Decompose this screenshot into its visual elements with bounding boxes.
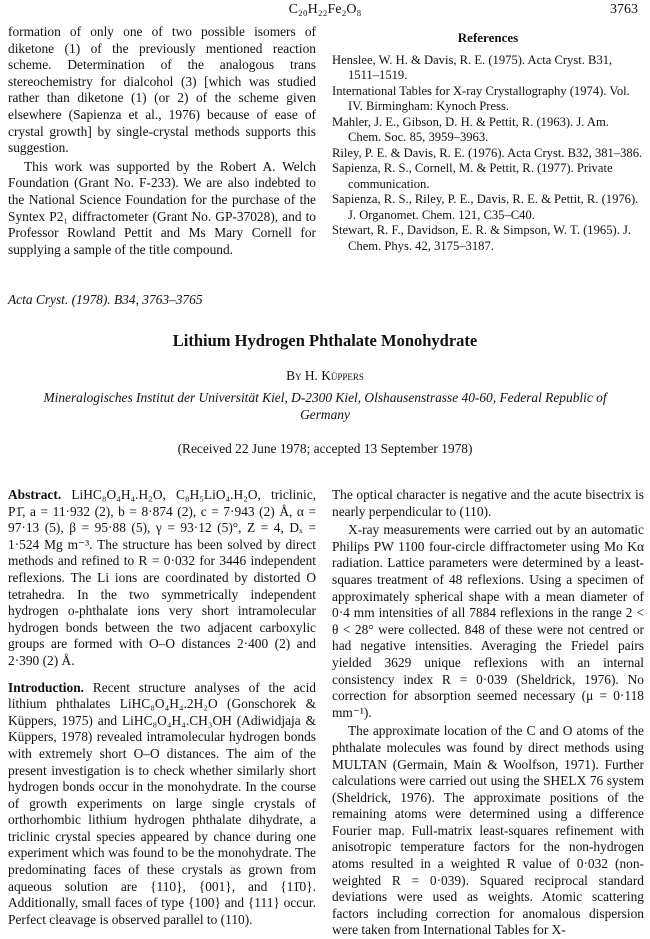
- references-section: [332, 30, 644, 254]
- acknowledgements-paragraph: This work was supported by the Robert A. Welch Foundation (Grant No. F-233). We are also indebted to the National Science Foundation for the purchase of the Syntex P2₁ diffractometer (Grant No. GP-37028), and to Professor Rowland Pettit and Ms Mary Cornell for supplying a sample of the title compound.: [8, 158, 316, 257]
- article-citation: Acta Cryst. (1978). B34, 3763–3765: [8, 292, 203, 307]
- xray-measurement-paragraph: X-ray measurements were carried out by an automatic Philips PW 1100 four-circle diffractometer using Mo Kα radiation. Lattice parameters were determined by a least-squares treatment of 48 reflexions. Using a specimen of approximately spherical shape with a mean diameter of 0·4 mm intensities of all 7884 reflexions in the range 2 < θ < 28° were collected. 848 of these were not centred or had negative intensities. Averaging the Friedel pairs yielded 3629 unique reflexions with an internal consistency index R = 0·039 (Sheldrick, 1976). No correction for absorption seemed necessary (μ = 0·118 mm⁻¹).: [332, 522, 644, 720]
- reference-item: International Tables for X-ray Crystallography (1974). Vol. IV. Birmingham: Kynoch Press.: [332, 83, 630, 114]
- reference-item: Mahler, J. E., Gibson, D. H. & Pettit, R. (1963). J. Am. Chem. Soc. 85, 3959–3963.: [332, 114, 609, 145]
- page-number: 3763: [610, 2, 638, 17]
- abstract-text: LiHC₈O₄H₄.H₂O, C₈H₅LiO₄.H₂O, triclinic, P1̄, a = 11·932 (2), b = 8·874 (2), c = 7·943 (2) Å, α = 97·13 (5), β = 95·88 (5), γ = 93·12 (5)°, Z = 4, Dₓ = 1·524 Mg m⁻³. The structure has been solved by direct methods and refined to R = 0·032 for 3446 independent reflexions. The Li ions are coordinated by distorted O tetrahedra. In the two symmetrically independent hydrogen o-phthalate ions very short intramolecular hydrogen bonds between the two adjacent carboxylic groups are formed with O–O distances 2·400 (2) and 2·390 (2) Å.: [8, 487, 316, 668]
- introduction-paragraph: [8, 680, 316, 929]
- reference-item: Henslee, W. H. & Davis, R. E. (1975). Acta Cryst. B31, 1511–1519.: [332, 52, 613, 83]
- running-header-formula: C₂₀H₂₂Fe₂O₈: [288, 2, 362, 17]
- introduction-text: Recent structure analyses of the acid lithium phthalates LiHC₈O₄H₄.2H₂O (Gonschorek & Küppers, 1975) and LiHC₈O₄H₄.CH₃OH (Adiwidjaja & Küppers, 1978) revealed intramolecular hydrogen bonds with extremely short O–O distances. The aim of the present investigation is to check whether similarly short hydrogen bonds occur in the monohydrate. In the course of growth experiments on large single crystals of orthorhombic lithium hydrogen phthalate dihydrate, a triclinic crystal species appeared by chance during one experiment which was found to be the monohydrate. The predominating faces of these crystals as grown from aqueous solution are {110}, {001}, and {11̄0}. Additionally, small faces of type {100} and {111} occur. Perfect cleavage is observed parallel to (110).: [8, 679, 316, 927]
- received-dates: (Received 22 June 1978; accepted 13 September 1978): [177, 441, 473, 456]
- article-affiliation: Mineralogisches Institut der Universität Kiel, D-2300 Kiel, Olshausenstrasse 40-60, Federal Republic of Germany: [43, 390, 607, 422]
- reference-item: Riley, P. E. & Davis, R. E. (1976). Acta Cryst. B32, 381–386.: [332, 145, 643, 160]
- introduction-label: Introduction.: [8, 679, 85, 695]
- optical-paragraph: The optical character is negative and the acute bisectrix is nearly perpendicular to (110).: [332, 487, 644, 519]
- abstract-label: Abstract.: [8, 487, 62, 502]
- reference-item: Sapienza, R. S., Riley, P. E., Davis, R. E. & Pettit, R. (1976). J. Organomet. Chem. 121, C35–C40.: [332, 192, 639, 222]
- references-heading: References: [457, 30, 519, 45]
- article-author: By H. Küppers: [286, 368, 364, 383]
- previous-article-paragraph-1: formation of only one of two possible isomers of diketone (1) of the previously mentioned reaction scheme. Determination of the analogous trans stereochemistry for dialcohol (3) [which was studied rather than diketone (1) (or 2) of the scheme given elsewhere (Sapienza et al., 1976) because of ease of crystal growth] by single-crystal methods supports this suggestion.: [8, 24, 316, 156]
- structure-solution-paragraph: The approximate location of the C and O atoms of the phthalate molecules was found by direct methods using MULTAN (Germain, Main & Woolfson, 1971). Further calculations were carried out using the SHELX 76 system (Sheldrick, 1976). The approximate positions of the remaining atoms were determined using a difference Fourier map. Full-matrix least-squares refinement with anisotropic temperature factors for the non-hydrogen atoms resulted in a weighted R value of 0·032 (non-weighted R = 0·039). Squared reciprocal standard deviations were used as weights. Atomic scattering factors including correction for anomalous dispersion were taken from International Tables for X-: [332, 723, 644, 938]
- article-title: Lithium Hydrogen Phthalate Monohydrate: [172, 331, 478, 350]
- abstract-paragraph: [8, 487, 316, 670]
- reference-item: Stewart, R. F., Davidson, E. R. & Simpson, W. T. (1965). J. Chem. Phys. 42, 3175–3187.: [332, 223, 632, 253]
- reference-item: Sapienza, R. S., Cornell, M. & Pettit, R. (1977). Private communication.: [332, 161, 613, 191]
- right-column-body: [332, 487, 644, 939]
- previous-article-text: [8, 24, 316, 258]
- left-column-body: [8, 487, 316, 928]
